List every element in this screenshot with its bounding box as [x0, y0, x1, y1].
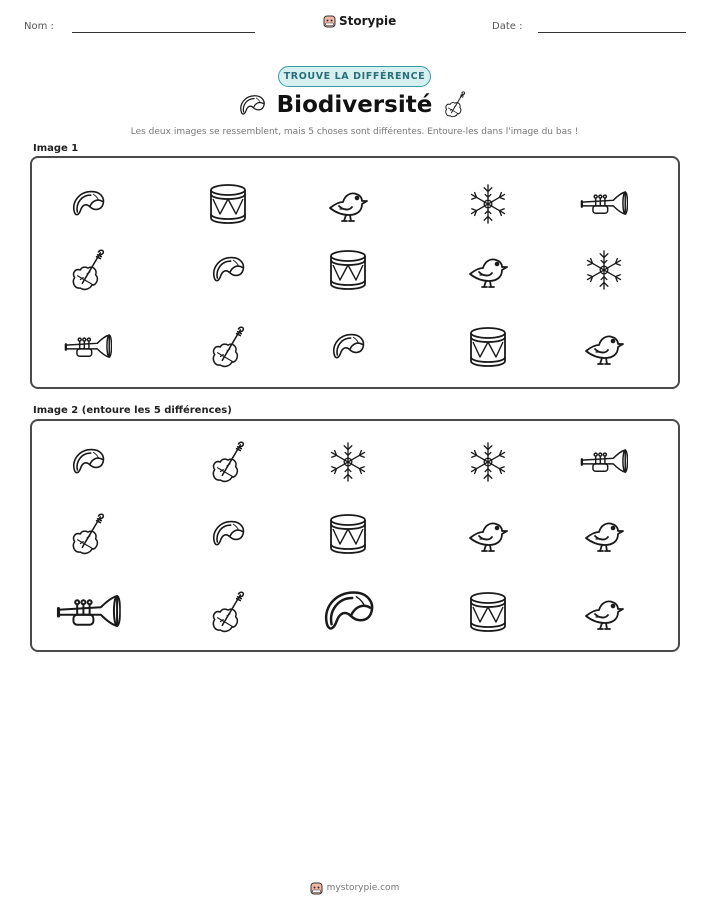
bird-icon: [326, 184, 370, 224]
snowflake-icon[interactable]: [327, 441, 369, 483]
image1-label: Image 1: [33, 143, 79, 154]
bird-icon: [582, 327, 626, 367]
drum-icon[interactable]: [328, 512, 368, 556]
trumpet-icon: [580, 189, 628, 219]
violin-icon[interactable]: [209, 588, 247, 636]
drum-icon: [328, 248, 368, 292]
date-write-line[interactable]: [538, 32, 686, 33]
image2-label: Image 2 (entoure les 5 différences): [33, 405, 232, 416]
trumpet-icon: [64, 332, 112, 362]
trumpet-icon[interactable]: [580, 447, 628, 477]
activity-badge: TROUVE LA DIFFÉRENCE: [278, 66, 431, 87]
bird-icon[interactable]: [582, 514, 626, 554]
brand-logo: [323, 14, 396, 28]
snowflake-icon[interactable]: [467, 441, 509, 483]
drum-icon: [468, 325, 508, 369]
bird-icon: [466, 250, 510, 290]
cashew-icon[interactable]: [314, 587, 382, 637]
violin-icon[interactable]: [209, 438, 247, 486]
mascot-icon: [310, 881, 323, 895]
page-title: Biodiversité: [276, 92, 433, 118]
drum-icon: [208, 182, 248, 226]
violin-icon: [443, 90, 467, 120]
cashew-icon: [66, 188, 110, 220]
cashew-icon: [206, 254, 250, 286]
violin-icon[interactable]: [69, 510, 107, 558]
mascot-icon: [323, 14, 336, 28]
name-label: Nom :: [24, 21, 54, 32]
cashew-icon: [326, 331, 370, 363]
name-write-line[interactable]: [72, 32, 255, 33]
violin-icon: [69, 246, 107, 294]
date-label: Date :: [492, 21, 523, 32]
cashew-icon[interactable]: [66, 446, 110, 478]
brand-name: Storypie: [339, 14, 397, 28]
snowflake-icon: [583, 249, 625, 291]
cashew-icon[interactable]: [206, 518, 250, 550]
trumpet-icon[interactable]: [56, 592, 121, 633]
footer-site: mystorypie.com: [326, 883, 400, 893]
bird-icon[interactable]: [466, 514, 510, 554]
violin-icon: [209, 323, 247, 371]
snowflake-icon: [467, 183, 509, 225]
bird-icon[interactable]: [582, 592, 626, 632]
instructions: Les deux images se ressemblent, mais 5 choses sont différentes. Entoure-les dans l'image du bas !: [130, 127, 579, 137]
drum-icon[interactable]: [468, 590, 508, 634]
footer: [0, 881, 709, 895]
